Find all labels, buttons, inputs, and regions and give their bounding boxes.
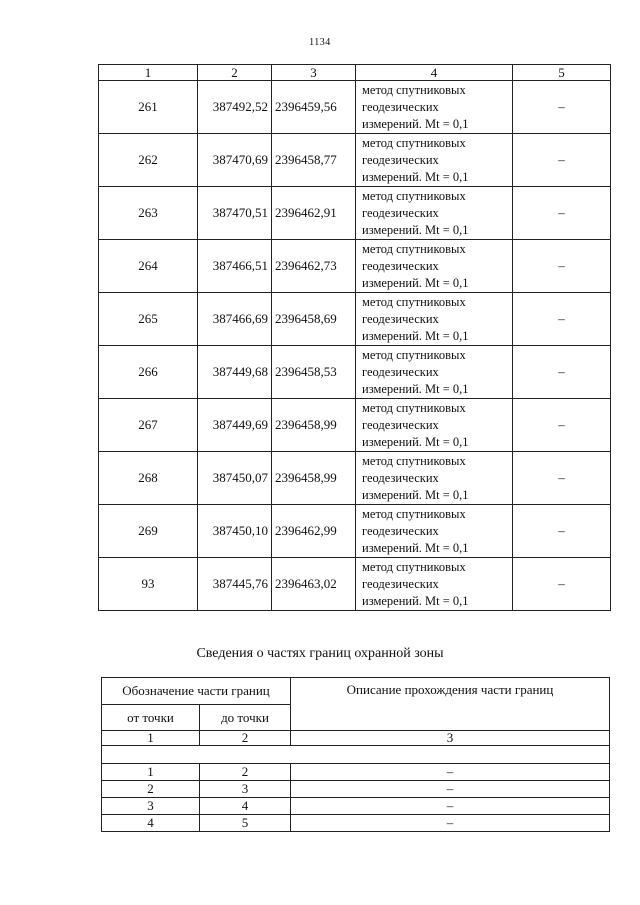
point-number-cell: 267 [99,399,198,452]
boundary-part-row [102,798,610,815]
description-cell: – [291,764,610,781]
x-coordinate-cell: 387445,76 [198,558,272,611]
x-coordinate-cell: 387492,52 [198,81,272,134]
x-coordinate-cell: 387449,68 [198,346,272,399]
to-point-cell: 4 [200,798,291,815]
method-cell [356,452,513,505]
boundary-part-row [102,764,610,781]
y-coordinate-cell: 2396462,73 [272,240,356,293]
note-cell: – [513,346,611,399]
method-line: измерений. Mt = 0,1 [362,328,469,343]
coordinate-row [99,81,611,134]
blank-row [102,746,610,764]
column-index: 2 [200,731,291,746]
note-cell: – [513,399,611,452]
boundary-part-row [102,781,610,798]
note-cell: – [513,452,611,505]
y-coordinate-cell: 2396458,53 [272,346,356,399]
method-line: измерений. Mt = 0,1 [362,487,469,502]
x-coordinate-cell: 387466,51 [198,240,272,293]
method-cell [356,346,513,399]
from-point-cell: 4 [102,815,200,832]
method-line: метод спутниковых [362,241,466,256]
column-index: 3 [291,731,610,746]
x-coordinate-cell: 387470,51 [198,187,272,240]
y-coordinate-cell: 2396458,69 [272,293,356,346]
point-number-cell: 265 [99,293,198,346]
method-line: геодезических [362,364,439,379]
y-coordinate-cell: 2396463,02 [272,558,356,611]
method-line: геодезических [362,205,439,220]
x-coordinate-cell: 387470,69 [198,134,272,187]
method-line: метод спутниковых [362,559,466,574]
point-number-cell: 261 [99,81,198,134]
method-cell [356,558,513,611]
from-point-header: от точки [102,705,200,731]
coordinate-row [99,452,611,505]
to-point-cell: 5 [200,815,291,832]
method-line: геодезических [362,152,439,167]
method-line: геодезических [362,311,439,326]
method-cell [356,399,513,452]
description-cell: – [291,781,610,798]
method-line: метод спутниковых [362,135,466,150]
method-line: метод спутниковых [362,294,466,309]
x-coordinate-cell: 387449,69 [198,399,272,452]
point-number-cell: 264 [99,240,198,293]
note-cell: – [513,81,611,134]
method-line: измерений. Mt = 0,1 [362,222,469,237]
boundary-part-row [102,815,610,832]
method-line: геодезических [362,576,439,591]
column-header: 5 [513,65,611,81]
note-cell: – [513,558,611,611]
point-number-cell: 266 [99,346,198,399]
method-line: измерений. Mt = 0,1 [362,593,469,608]
page-number: 1134 [309,37,331,48]
method-line: измерений. Mt = 0,1 [362,381,469,396]
y-coordinate-cell: 2396458,99 [272,399,356,452]
x-coordinate-cell: 387450,10 [198,505,272,558]
method-line: геодезических [362,99,439,114]
method-line: метод спутниковых [362,82,466,97]
from-point-cell: 2 [102,781,200,798]
from-point-cell: 1 [102,764,200,781]
method-line: измерений. Mt = 0,1 [362,540,469,555]
coordinates-table [98,64,611,611]
point-number-cell: 268 [99,452,198,505]
coordinate-row [99,187,611,240]
coordinate-row [99,505,611,558]
y-coordinate-cell: 2396459,56 [272,81,356,134]
column-header: 1 [99,65,198,81]
point-number-cell: 262 [99,134,198,187]
to-point-cell: 2 [200,764,291,781]
y-coordinate-cell: 2396458,99 [272,452,356,505]
note-cell: – [513,293,611,346]
method-line: метод спутниковых [362,506,466,521]
column-header: 2 [198,65,272,81]
method-line: измерений. Mt = 0,1 [362,116,469,131]
point-number-cell: 269 [99,505,198,558]
description-cell: – [291,798,610,815]
method-line: геодезических [362,470,439,485]
point-number-cell: 93 [99,558,198,611]
coordinate-row [99,558,611,611]
description-header: Описание прохождения части границ [291,678,610,731]
method-line: метод спутниковых [362,347,466,362]
parts-header-row [102,678,610,705]
column-header: 4 [356,65,513,81]
column-index: 1 [102,731,200,746]
note-cell: – [513,505,611,558]
note-cell: – [513,187,611,240]
note-cell: – [513,240,611,293]
boundary-parts-table [101,677,610,832]
method-line: метод спутниковых [362,400,466,415]
method-line: измерений. Mt = 0,1 [362,434,469,449]
description-cell: – [291,815,610,832]
y-coordinate-cell: 2396458,77 [272,134,356,187]
to-point-cell: 3 [200,781,291,798]
from-point-cell: 3 [102,798,200,815]
method-cell [356,240,513,293]
method-line: геодезических [362,523,439,538]
coordinates-header-row [99,65,611,81]
method-cell [356,187,513,240]
x-coordinate-cell: 387450,07 [198,452,272,505]
method-line: метод спутниковых [362,188,466,203]
method-cell [356,134,513,187]
blank-cell [102,746,610,764]
method-line: геодезических [362,258,439,273]
coordinate-row [99,134,611,187]
to-point-header: до точки [200,705,291,731]
method-cell [356,505,513,558]
column-header: 3 [272,65,356,81]
method-line: измерений. Mt = 0,1 [362,275,469,290]
coordinate-row [99,346,611,399]
y-coordinate-cell: 2396462,91 [272,187,356,240]
method-cell [356,293,513,346]
coordinate-row [99,399,611,452]
method-line: метод спутниковых [362,453,466,468]
note-cell: – [513,134,611,187]
parts-index-row [102,731,610,746]
x-coordinate-cell: 387466,69 [198,293,272,346]
designation-header: Обозначение части границ [102,678,291,705]
method-cell [356,81,513,134]
method-line: геодезических [362,417,439,432]
coordinate-row [99,293,611,346]
y-coordinate-cell: 2396462,99 [272,505,356,558]
section-title: Сведения о частях границ охранной зоны [196,646,444,661]
coordinate-row [99,240,611,293]
method-line: измерений. Mt = 0,1 [362,169,469,184]
point-number-cell: 263 [99,187,198,240]
